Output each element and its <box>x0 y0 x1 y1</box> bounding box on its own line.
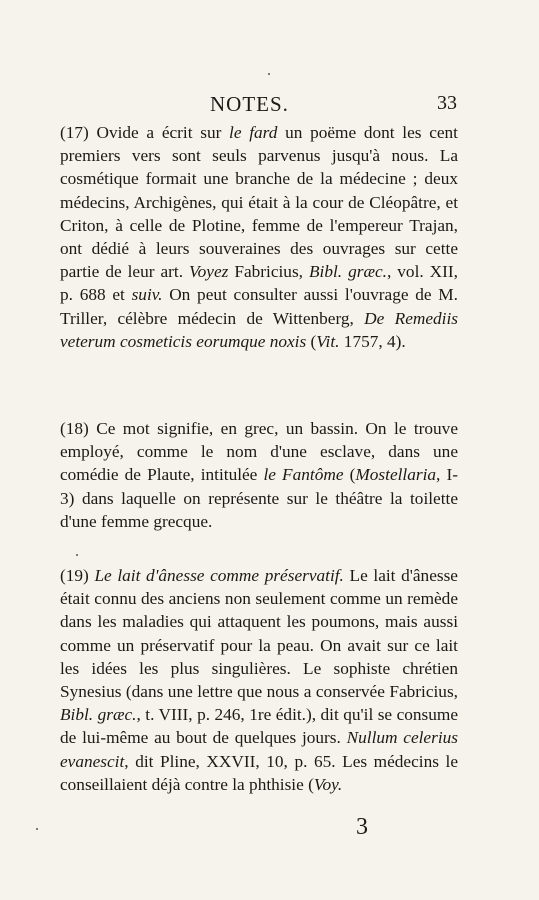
note-17-segment: Voyez <box>189 262 229 282</box>
note-17-segment: Bibl. græc. <box>308 262 387 282</box>
note-19-segment: (19) <box>60 566 95 585</box>
running-title: NOTES. <box>210 92 289 116</box>
note-19-segment: Le lait d'ânesse comme préservatif. <box>94 566 344 585</box>
note-19-text <box>60 564 458 796</box>
note-17-segment: Vit. <box>316 331 340 351</box>
ink-speck <box>36 828 38 830</box>
note-18-segment: , I-3) dans laquelle on représente sur le théâtre la toilette d'une femme grecque. <box>60 465 458 531</box>
note-17 <box>60 121 458 353</box>
note-19-segment: , t. VIII, p. 246, 1re édit.), dit qu'il se consume de lui-même au bout de quelques jours. <box>60 705 459 748</box>
note-19-segment: Bibl. græc. <box>60 705 137 725</box>
note-17-segment: De Remediis veterum cosmeticis eorumque noxis <box>60 308 458 351</box>
note-17-segment: un poëme dont les cent premiers vers sont seuls parvenus jusqu'à nous. La cosmétique formait une branche de la médecine ; deux médecins, Archigènes, qui était à la cour de Cléopâtre, et Criton, à celle de Plotine, femme de l'empereur Trajan, ont dédié à leurs souveraines des ouvrages sur cette partie de leur art. <box>60 123 458 282</box>
note-19-segment: Le lait d'ânesse était connu des anciens non seulement comme un remède dans les maladies qui attaquent les poumons, mais aussi comme un préservatif pour la peau. On avait sur ce lait les idées les plus singulières. Le sophiste chrétien Synesius (dans une lettre que nous a conservée Fabricius, <box>60 566 458 702</box>
note-17-segment: ( <box>306 331 317 351</box>
running-head <box>62 92 457 120</box>
note-17-segment: le fard <box>229 123 278 142</box>
ink-speck <box>76 554 78 556</box>
note-17-segment: , vol. XII, p. 688 et <box>60 262 458 305</box>
note-18-segment: le Fantôme <box>263 465 344 485</box>
note-17-text <box>60 121 458 353</box>
note-19-segment: , dit Pline, XXVII, 10, p. 65. Les médecins le conseillaient déjà contre la phthisie ( <box>60 751 458 794</box>
page-number: 33 <box>437 92 457 114</box>
ink-speck <box>268 73 270 75</box>
note-18-segment: (18) Ce mot signifie, en grec, un bassin. On le trouve employé, comme le nom d'une esclave, dans une comédie de Plaute, intitulée <box>60 419 458 485</box>
note-19 <box>60 564 458 796</box>
note-17-segment: suiv. <box>131 285 163 305</box>
note-17-segment: On peut consulter aussi l'ouvrage de M. Triller, célèbre médecin de Wittenberg, <box>60 285 458 328</box>
note-19-segment: Voy. <box>313 774 343 794</box>
note-18-segment: Mostellaria <box>355 465 437 485</box>
note-17-segment: Fabricius, <box>228 262 309 282</box>
note-18 <box>60 417 458 533</box>
note-18-segment: ( <box>343 465 356 485</box>
note-19-segment: Nullum celerius evanescit <box>60 728 458 771</box>
signature-mark: 3 <box>356 814 368 840</box>
note-17-segment: (17) Ovide a écrit sur <box>60 123 230 142</box>
note-17-segment: 1757, 4). <box>339 331 406 351</box>
note-18-text <box>60 417 458 533</box>
